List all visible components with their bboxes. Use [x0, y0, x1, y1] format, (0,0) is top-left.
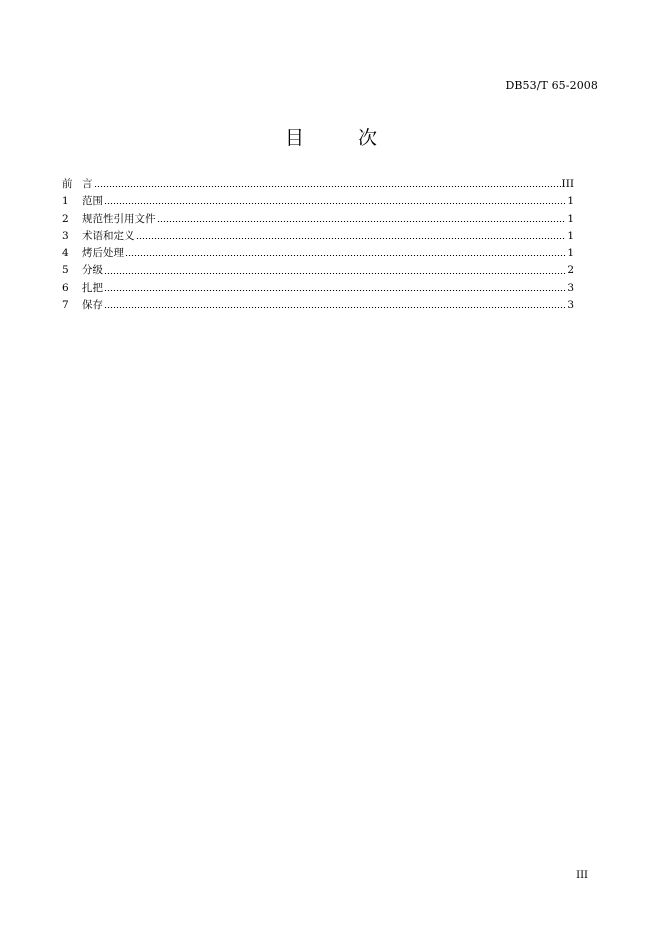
- toc-entry-label: 烤后处理: [82, 247, 124, 260]
- toc-leader-dots: [157, 221, 567, 222]
- page-number: III: [576, 870, 588, 881]
- toc-entry-label: 规范性引用文件: [82, 212, 156, 225]
- toc-entry-page: 3: [567, 281, 574, 294]
- toc-entry-post-curing[interactable]: [62, 245, 574, 262]
- toc-leader-dots: [125, 255, 566, 256]
- toc-leader-dots: [104, 203, 566, 204]
- toc-entry-scope[interactable]: [62, 193, 574, 210]
- toc-entry-preface[interactable]: [62, 176, 574, 193]
- toc-entry-label: 范围: [82, 195, 103, 208]
- toc-entry-page: 1: [567, 247, 574, 260]
- toc-entry-page: 1: [567, 195, 574, 208]
- toc-entry-grading[interactable]: [62, 262, 574, 279]
- toc-leader-dots: [136, 238, 567, 239]
- toc-entry-label: 保存: [82, 299, 103, 312]
- toc-entry-terms-definitions[interactable]: [62, 228, 574, 245]
- toc-entry-number: 前: [62, 178, 73, 190]
- toc-entry-page: 1: [567, 212, 574, 225]
- toc-entry-number: 7: [62, 299, 69, 312]
- toc-leader-dots: [104, 290, 566, 291]
- toc-entry-normative-references[interactable]: [62, 211, 574, 228]
- toc-entry-storage[interactable]: [62, 297, 574, 314]
- toc-entry-page: III: [561, 178, 574, 190]
- toc-entry-number: 4: [62, 247, 69, 260]
- toc-entry-bundling[interactable]: [62, 280, 574, 297]
- toc-entry-label: 扎把: [82, 281, 103, 294]
- toc-entry-number: 3: [62, 229, 69, 242]
- toc-entry-page: 2: [567, 264, 574, 277]
- toc-entry-label: 术语和定义: [82, 229, 135, 242]
- table-of-contents: [62, 176, 574, 314]
- document-code: DB53/T 65-2008: [505, 79, 598, 92]
- page-title: 目 次: [284, 127, 402, 149]
- toc-entry-page: 3: [567, 299, 574, 312]
- toc-entry-number: 6: [62, 281, 69, 294]
- toc-entry-label: 言: [82, 178, 93, 190]
- toc-leader-dots: [94, 186, 561, 187]
- toc-entry-page: 1: [567, 229, 574, 242]
- toc-leader-dots: [104, 307, 566, 308]
- toc-entry-number: 1: [62, 195, 69, 208]
- toc-leader-dots: [104, 273, 566, 274]
- toc-entry-number: 5: [62, 264, 69, 277]
- toc-entry-label: 分级: [82, 264, 103, 277]
- toc-entry-number: 2: [62, 212, 69, 225]
